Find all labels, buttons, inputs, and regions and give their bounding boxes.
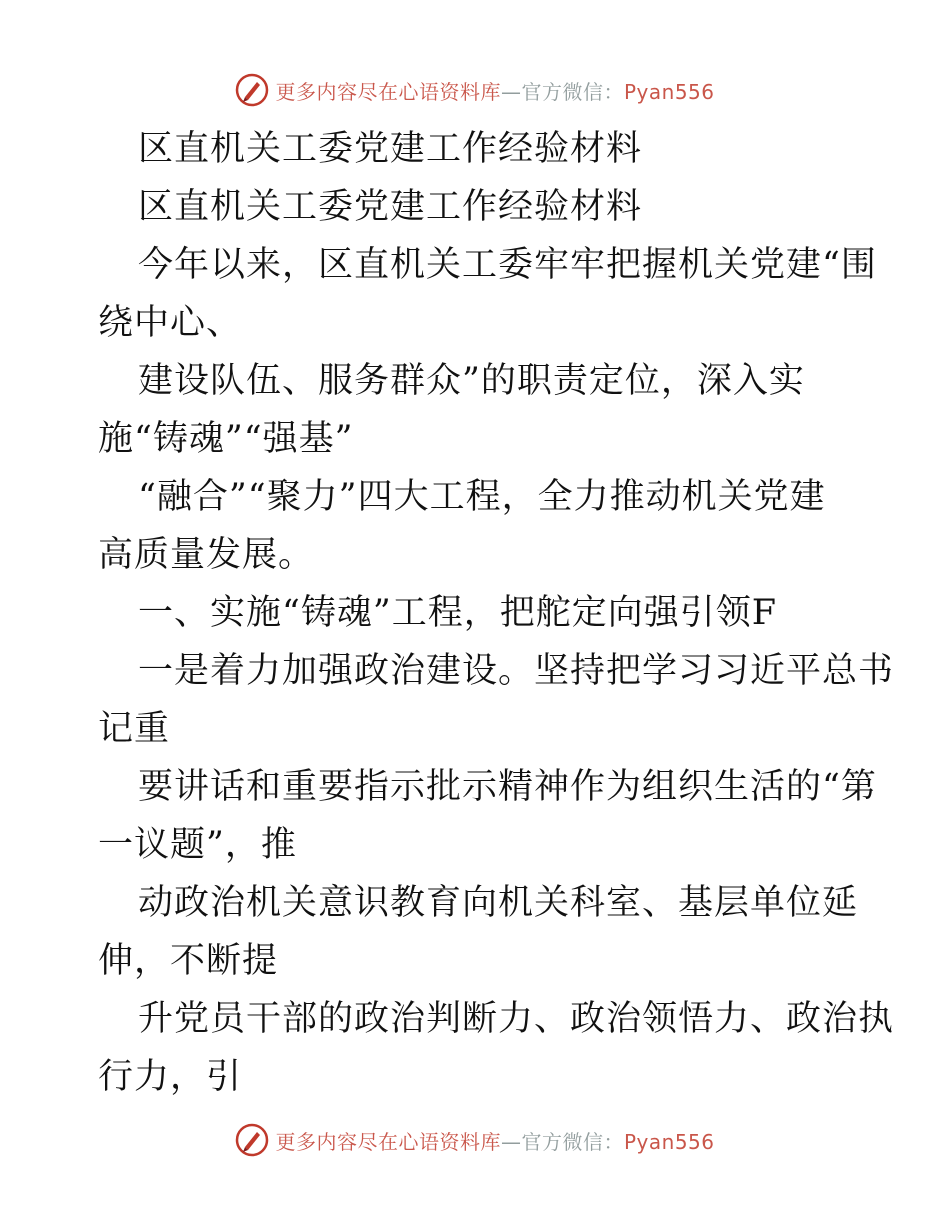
paragraph-line: 一议题”，推 xyxy=(98,825,297,865)
paragraph-line: 伸，不断提 xyxy=(98,941,279,981)
paragraph-line: 记重 xyxy=(98,709,171,749)
pen-logo-icon xyxy=(235,73,269,107)
paragraph-line: 今年以来，区直机关工委牢牢把握机关党建“围 xyxy=(138,245,877,285)
watermark-text: 更多内容尽在心语资料库—官方微信：Pyan556 xyxy=(275,1129,715,1154)
paragraph-line: 高质量发展。 xyxy=(98,535,315,575)
paragraph-line: 一是着力加强政治建设。坚持把学习习近平总书 xyxy=(138,651,895,691)
paragraph-line: 绕中心、 xyxy=(98,303,243,343)
watermark-banner-bottom xyxy=(0,1120,950,1160)
paragraph-line: 建设队伍、服务群众”的职责定位，深入实 xyxy=(138,361,805,401)
pen-logo-icon xyxy=(235,1123,269,1157)
paragraph-line: 动政治机关意识教育向机关科室、基层单位延 xyxy=(138,883,859,923)
paragraph-line: 行力，引 xyxy=(98,1057,243,1097)
paragraph-line: “融合”“聚力”四大工程，全力推动机关党建 xyxy=(138,477,826,517)
doc-title-repeat: 区直机关工委党建工作经验材料 xyxy=(138,187,643,227)
doc-title: 区直机关工委党建工作经验材料 xyxy=(138,129,643,169)
section-heading: 一、实施“铸魂”工程，把舵定向强引领F xyxy=(138,593,778,633)
watermark-banner-top xyxy=(0,70,950,110)
paragraph-line: 升党员干部的政治判断力、政治领悟力、政治执 xyxy=(138,999,895,1039)
paragraph-line: 要讲话和重要指示批示精神作为组织生活的“第 xyxy=(138,767,877,807)
watermark-text: 更多内容尽在心语资料库—官方微信：Pyan556 xyxy=(275,79,715,104)
paragraph-line: 施“铸魂”“强基” xyxy=(98,419,354,459)
